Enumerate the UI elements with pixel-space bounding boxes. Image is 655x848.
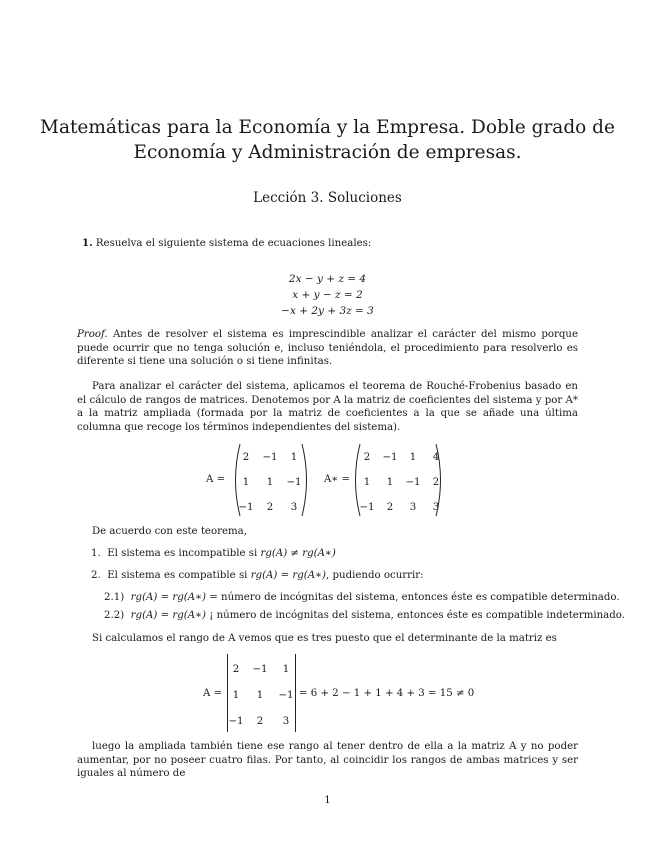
- matrix-astar-cell: −1: [359, 502, 375, 513]
- matrix-a-cell: 1: [266, 477, 274, 488]
- sub-item-2-2-math: rg(A) = rg(A∗): [130, 610, 207, 621]
- equation-3: −x + 2y + 3z = 3: [281, 305, 374, 317]
- matrix-astar-cell: −1: [405, 477, 421, 488]
- exercise-text: Resuelva el siguiente sistema de ecuaciones lineales:: [95, 238, 372, 249]
- subtitle: Lección 3. Soluciones: [253, 190, 402, 206]
- proof-label: Proof.: [77, 329, 108, 340]
- det-cell: 1: [256, 690, 264, 701]
- theorem-paragraph: Para analizar el carácter del sistema, aplicamos el teorema de Rouché-Frobenius basado en el cálculo de rangos de matrices. Denotemos por A la matriz de coeficientes del sistema y por A* a la matriz ampliada (formada por la matriz de coeficientes a la que se añade una última columna que recoge los términos independientes del sistema).: [77, 381, 578, 433]
- det-right-bar: [295, 654, 296, 732]
- list-item-2: [91, 569, 424, 583]
- matrix-a-cell: 1: [290, 452, 298, 463]
- list-item-2-math: rg(A) = rg(A∗): [250, 570, 327, 581]
- page-number: 1: [324, 795, 331, 806]
- exercise: [82, 237, 371, 251]
- equation-2: x + y − z = 2: [292, 289, 363, 301]
- title-line-1: Matemáticas para la Economía y la Empresa. Doble grado de: [40, 117, 615, 138]
- matrix-a-right-paren: [300, 443, 312, 517]
- det-cell: 2: [232, 664, 240, 675]
- matrix-a-cell: 2: [242, 452, 250, 463]
- det-cell: −1: [252, 664, 268, 675]
- det-cell: 1: [232, 690, 240, 701]
- sub-item-2-1-number: 2.1): [104, 592, 125, 603]
- matrix-astar-cell: 3: [409, 502, 417, 513]
- det-label: A =: [203, 688, 223, 699]
- list-item-1-math: rg(A) ≠ rg(A∗): [260, 548, 336, 559]
- rank-text: Si calculamos el rango de A vemos que es tres puesto que el determinante de la matriz es: [92, 633, 557, 644]
- matrix-a-cell: −1: [262, 452, 278, 463]
- matrix-astar-cell: 1: [409, 452, 417, 463]
- det-cell: −1: [228, 716, 244, 727]
- matrix-a-cell: −1: [286, 477, 302, 488]
- equation-1: 2x − y + z = 4: [288, 273, 367, 285]
- list-item-1-text: El sistema es incompatible si: [107, 548, 261, 559]
- sub-item-2-2: [104, 609, 625, 623]
- det-result: = 6 + 2 − 1 + 1 + 4 + 3 = 15 ≠ 0: [299, 688, 475, 699]
- sub-item-2-2-text: ¡ número de incógnitas del sistema, entonces éste es compatible indeterminado.: [206, 610, 625, 621]
- list-item-1: [91, 547, 336, 561]
- det-cell: 2: [256, 716, 264, 727]
- det-cell: 3: [282, 716, 290, 727]
- matrix-a-label: A =: [206, 474, 226, 485]
- matrix-astar-cell: 1: [363, 477, 371, 488]
- list-item-2-after: , pudiendo ocurrir:: [326, 570, 424, 581]
- matrix-astar-cell: 4: [432, 452, 440, 463]
- list-item-1-number: 1.: [91, 548, 101, 559]
- proof-text: Antes de resolver el sistema es imprescindible analizar el carácter del mismo porque puede ocurrir que no tenga solución e, incluso teniéndola, el procedimiento para resolverlo es diferente si tiene una solución o si tiene infinitas.: [77, 329, 578, 367]
- matrix-astar-cell: −1: [382, 452, 398, 463]
- matrix-astar-cell: 2: [363, 452, 371, 463]
- title-line-2: Economía y Administración de empresas.: [133, 142, 522, 163]
- det-cell: 1: [282, 664, 290, 675]
- proof-paragraph: [77, 328, 578, 369]
- matrix-a-cell: 3: [290, 502, 298, 513]
- list-item-2-number: 2.: [91, 570, 101, 581]
- sub-item-2-1-text: = número de incógnitas del sistema, entonces éste es compatible determinado.: [206, 592, 620, 603]
- matrix-astar-cell: 1: [386, 477, 394, 488]
- matrix-astar-cell: 3: [432, 502, 440, 513]
- sub-item-2-1-math: rg(A) = rg(A∗): [130, 592, 207, 603]
- exercise-number: 1.: [82, 237, 93, 249]
- matrix-a-cell: 2: [266, 502, 274, 513]
- sub-item-2-2-number: 2.2): [104, 610, 125, 621]
- final-paragraph: luego la ampliada también tiene ese rango al tener dentro de ella a la matriz A y no poder aumentar, por no poseer cuatro filas. Por tanto, al coincidir los rangos de ambas matrices y ser iguales al número de: [77, 741, 578, 779]
- matrix-astar-cell: 2: [432, 477, 440, 488]
- matrix-a-cell: −1: [238, 502, 254, 513]
- matrix-astar-label: A∗ =: [324, 474, 351, 485]
- matrix-astar-cell: 2: [386, 502, 394, 513]
- matrix-astar-right-paren: [434, 443, 446, 517]
- list-item-2-text: El sistema es compatible si: [107, 570, 251, 581]
- theorem-intro: De acuerdo con este teorema,: [92, 526, 247, 537]
- matrix-a-cell: 1: [242, 477, 250, 488]
- det-cell: −1: [278, 690, 294, 701]
- sub-item-2-1: [104, 591, 620, 605]
